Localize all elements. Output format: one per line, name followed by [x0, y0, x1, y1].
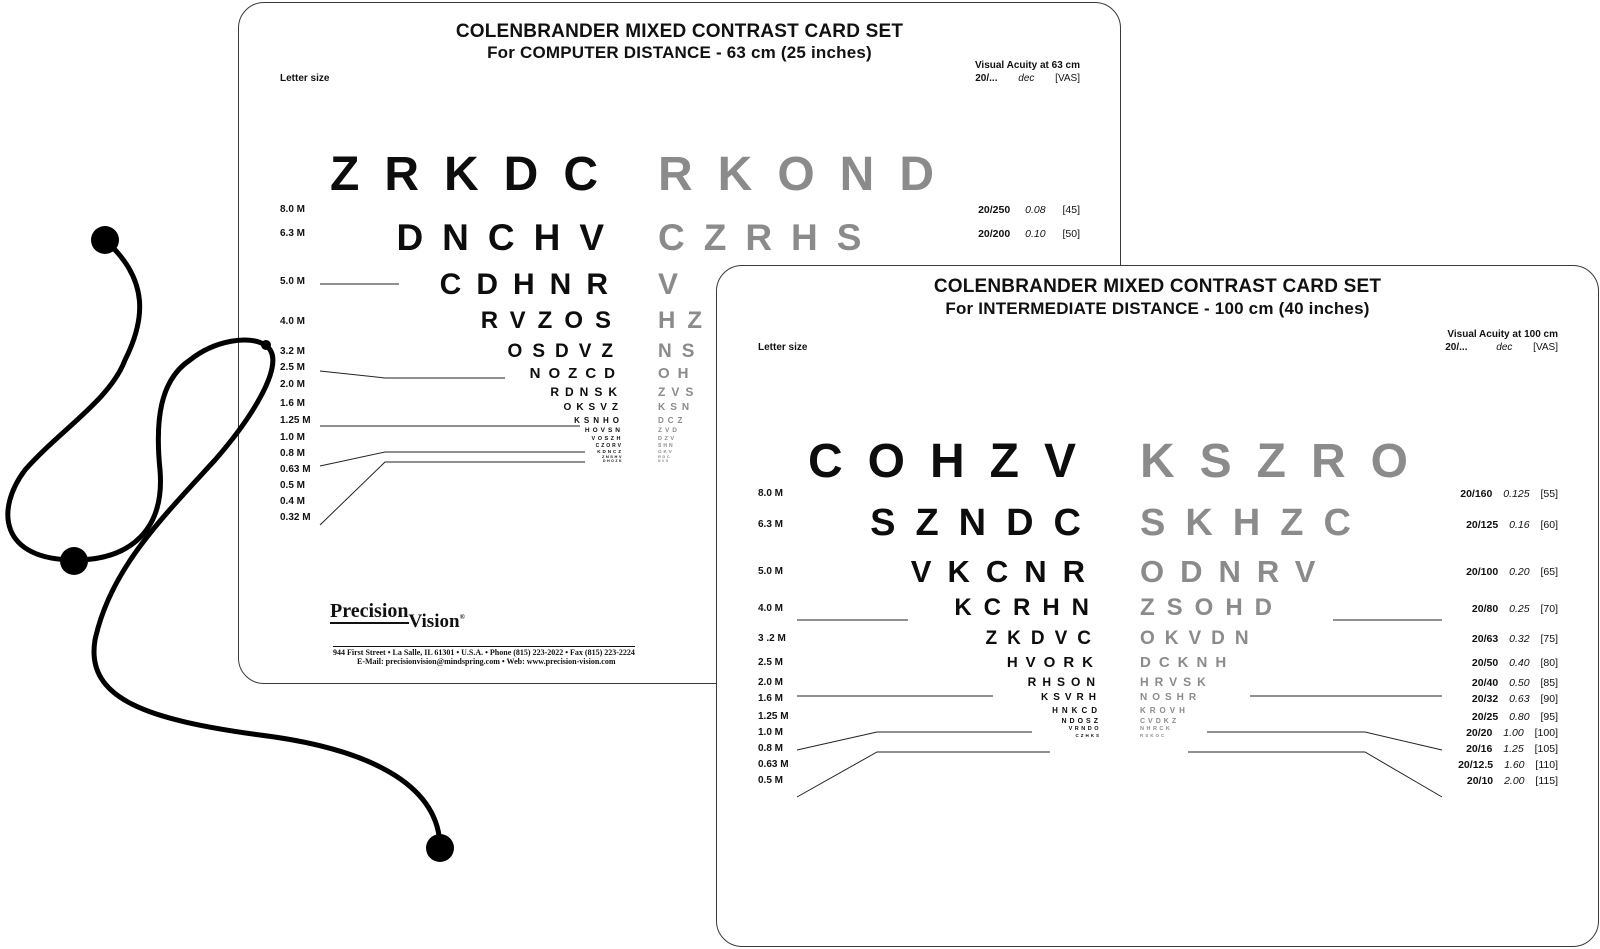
optotype-row-low: ODNRV	[1140, 554, 1332, 589]
optotype-row-low: RDC	[658, 454, 672, 459]
measuring-cord[interactable]	[8, 240, 265, 560]
va-vas: [115]	[1535, 775, 1558, 787]
va-decimal: 0.08	[1025, 204, 1046, 216]
optotype-row-high: DHOZK	[603, 459, 623, 463]
optotype-row-low: OKVDN	[1140, 628, 1259, 649]
optotype-row-low: V	[658, 268, 694, 301]
va-vas: [50]	[1062, 228, 1080, 240]
va-snellen: 20/200	[978, 228, 1011, 240]
card-title: COLENBRANDER MIXED CONTRAST CARD SET	[455, 21, 904, 42]
cord-bead-bottom[interactable]	[426, 834, 454, 862]
va-snellen: 20/100	[1466, 566, 1499, 578]
optotype-row-high: NOZCD	[529, 365, 623, 382]
va-vas: [110]	[1535, 759, 1558, 771]
optotype-row-low: OKV	[658, 449, 674, 454]
optotype-row-high: KSVRH	[1040, 692, 1101, 703]
optotype-row-low: CZRHS	[658, 217, 881, 258]
va-snellen: 20/80	[1471, 603, 1499, 615]
size-label: 0.32 M	[280, 512, 311, 523]
card-subtitle: For INTERMEDIATE DISTANCE - 100 cm (40 inches)	[945, 299, 1370, 318]
va-decimal: 1.00	[1503, 727, 1524, 739]
optotype-row-high: RHSON	[1027, 675, 1101, 689]
optotype-row-high: HOVSN	[584, 427, 623, 434]
size-label: 4.0 M	[758, 603, 784, 614]
cord-bead-middle[interactable]	[60, 547, 88, 575]
leader-line	[320, 371, 505, 378]
va-header: Visual Acuity at 63 cm	[974, 60, 1080, 71]
leader-line	[320, 462, 585, 525]
size-label: 8.0 M	[280, 204, 306, 215]
size-label: 6.3 M	[758, 519, 784, 530]
optotype-row-high: KCRHN	[954, 594, 1101, 621]
va-col-dec: dec	[1496, 342, 1513, 353]
size-label: 5.0 M	[280, 276, 306, 287]
optotype-row-high: KSNHO	[574, 416, 623, 425]
footer-address: 944 First Street • La Salle, IL 61301 • U.S.A. • Phone (815) 223-2022 • Fax (815) 223-2224	[333, 648, 635, 657]
va-vas: [45]	[1062, 204, 1080, 216]
va-snellen: 20/32	[1471, 693, 1499, 705]
letter-size-label: Letter size	[758, 342, 808, 353]
measuring-cord[interactable]	[94, 345, 440, 848]
va-snellen: 20/25	[1471, 711, 1499, 723]
optotype-row-high: KDNCZ	[597, 449, 623, 454]
optotype-row-low: ZVS	[658, 385, 700, 399]
optotype-row-high: RDNSK	[550, 385, 623, 399]
optotype-row-low: HRVSK	[1140, 675, 1212, 689]
logo-word-1: Precision	[330, 600, 409, 622]
va-decimal: 0.80	[1509, 711, 1530, 723]
size-label: 0.63 M	[280, 464, 311, 475]
size-label: 1.6 M	[758, 693, 784, 704]
optotype-row-high: NDOSZ	[1061, 718, 1101, 725]
size-label: 0.5 M	[758, 775, 784, 786]
va-header: Visual Acuity at 100 cm	[1447, 329, 1558, 340]
leader-line	[1188, 752, 1442, 797]
optotype-row-low: KROVH	[1140, 706, 1189, 715]
optotype-row-low: DCZ	[658, 416, 687, 425]
optotype-row-high: VKCNR	[910, 554, 1101, 589]
va-snellen: 20/40	[1471, 677, 1499, 689]
optotype-row-high: COHZV	[808, 435, 1101, 488]
size-label: 1.25 M	[280, 415, 311, 426]
optotype-row-low: DZV	[658, 436, 677, 442]
va-decimal: 0.16	[1509, 519, 1530, 531]
size-label: 0.8 M	[758, 743, 784, 754]
va-vas: [90]	[1540, 693, 1558, 705]
size-label: 4.0 M	[280, 316, 306, 327]
va-decimal: 2.00	[1504, 775, 1525, 787]
optotype-row-high: VOSZH	[591, 436, 623, 442]
optotype-row-low: RSKOC	[1140, 733, 1167, 738]
optotype-row-high: OSDVZ	[507, 341, 623, 362]
va-col-dec: dec	[1018, 73, 1035, 84]
va-vas: [70]	[1540, 603, 1558, 615]
size-label: 0.4 M	[280, 496, 306, 507]
optotype-row-low: CVDKZ	[1140, 718, 1180, 725]
registered-mark: ®	[459, 613, 465, 621]
card-title: COLENBRANDER MIXED CONTRAST CARD SET	[933, 276, 1382, 297]
va-snellen: 20/10	[1466, 775, 1494, 787]
leader-line	[797, 732, 1032, 750]
size-label: 0.5 M	[280, 480, 306, 491]
va-decimal: 0.32	[1509, 633, 1530, 645]
va-snellen: 20/20	[1466, 727, 1493, 739]
size-label: 1.6 M	[280, 398, 306, 409]
va-decimal: 0.63	[1509, 693, 1530, 705]
va-decimal: 0.50	[1509, 677, 1530, 689]
va-snellen: 20/160	[1460, 488, 1493, 500]
leader-line	[320, 452, 585, 466]
optotype-row-high: VRNDO	[1068, 726, 1101, 732]
va-vas: [100]	[1534, 727, 1558, 739]
size-label: 1.0 M	[758, 727, 784, 738]
va-vas: [85]	[1540, 677, 1558, 689]
optotype-row-high: SZNDC	[870, 502, 1101, 544]
va-decimal: 0.20	[1509, 566, 1530, 578]
optotype-row-low: HZ	[658, 307, 714, 334]
size-label: 5.0 M	[758, 566, 784, 577]
optotype-row-high: HVORK	[1006, 654, 1101, 671]
optotype-row-low: NOSHR	[1140, 692, 1202, 703]
va-col-snellen: 20/...	[975, 73, 998, 84]
size-label: 3.2 M	[280, 346, 306, 357]
optotype-row-low: NVS	[658, 459, 670, 463]
optotype-row-low: ZVD	[658, 427, 680, 434]
optotype-row-high: CZHKS	[1075, 733, 1101, 738]
va-decimal: 0.10	[1025, 228, 1046, 240]
size-label: 6.3 M	[280, 228, 306, 239]
va-col-snellen: 20/...	[1445, 342, 1468, 353]
va-snellen: 20/63	[1471, 633, 1499, 645]
size-label: 0.63 M	[758, 759, 789, 770]
va-vas: [95]	[1540, 711, 1558, 723]
leader-line	[1207, 732, 1442, 750]
va-vas: [55]	[1540, 488, 1558, 500]
va-col-vas: [VAS]	[1055, 73, 1080, 84]
cord-bead-top[interactable]	[91, 226, 119, 254]
va-vas: [65]	[1540, 566, 1558, 578]
optotype-row-low: SKHZC	[1140, 502, 1371, 544]
optotype-row-high: RVZOS	[480, 307, 623, 334]
va-decimal: 0.40	[1509, 657, 1530, 669]
size-label: 2.5 M	[758, 657, 784, 668]
optotype-row-high: ZNSHV	[601, 454, 623, 459]
va-snellen: 20/250	[978, 204, 1011, 216]
optotype-row-low: ZSOHD	[1140, 594, 1284, 621]
optotype-row-low: RKOND	[658, 148, 959, 201]
va-vas: [75]	[1540, 633, 1558, 645]
va-snellen: 20/12.5	[1458, 759, 1494, 771]
optotype-row-high: CDHNR	[439, 268, 623, 301]
va-decimal: 1.25	[1503, 743, 1524, 755]
letter-size-label: Letter size	[280, 73, 330, 84]
cord-anchor-point	[261, 340, 271, 350]
optotype-row-low: KSZRO	[1140, 435, 1433, 488]
size-label: 1.25 M	[758, 711, 789, 722]
size-label: 0.8 M	[280, 448, 306, 459]
va-vas: [80]	[1540, 657, 1558, 669]
optotype-row-high: DNCHV	[396, 217, 623, 258]
va-col-vas: [VAS]	[1533, 342, 1558, 353]
optotype-row-high: CZORV	[595, 443, 623, 449]
optotype-row-high: ZKDVC	[985, 628, 1101, 649]
va-snellen: 20/125	[1466, 519, 1499, 531]
size-label: 2.0 M	[758, 677, 784, 688]
optotype-row-low: SHN	[658, 443, 675, 449]
footer-contact: E-Mail: precisionvision@mindspring.com • Web: www.precision-vision.com	[357, 657, 616, 666]
size-label: 3 .2 M	[758, 633, 786, 644]
size-label: 2.5 M	[280, 362, 306, 373]
size-label: 8.0 M	[758, 488, 784, 499]
size-label: 2.0 M	[280, 379, 306, 390]
va-snellen: 20/16	[1466, 743, 1493, 755]
size-label: 1.0 M	[280, 432, 306, 443]
va-decimal: 0.125	[1503, 488, 1530, 500]
va-snellen: 20/50	[1471, 657, 1499, 669]
va-vas: [60]	[1540, 519, 1558, 531]
logo-word-2: Vision	[408, 611, 460, 632]
optotype-row-low: KSN	[658, 402, 695, 413]
optotype-row-high: ZRKDC	[330, 148, 623, 201]
card-subtitle: For COMPUTER DISTANCE - 63 cm (25 inches)	[487, 43, 872, 62]
va-decimal: 0.25	[1509, 603, 1530, 615]
optotype-row-low: DCKNH	[1140, 654, 1235, 671]
optotype-row-high: OKSVZ	[563, 402, 623, 413]
va-vas: [105]	[1534, 743, 1558, 755]
optotype-row-low: NS	[658, 341, 705, 362]
optotype-row-high: HNKCD	[1052, 706, 1101, 715]
optotype-row-low: OH	[658, 365, 697, 382]
leader-line	[797, 752, 1050, 797]
optotype-row-low: NHRCK	[1140, 726, 1173, 732]
va-decimal: 1.60	[1504, 759, 1525, 771]
